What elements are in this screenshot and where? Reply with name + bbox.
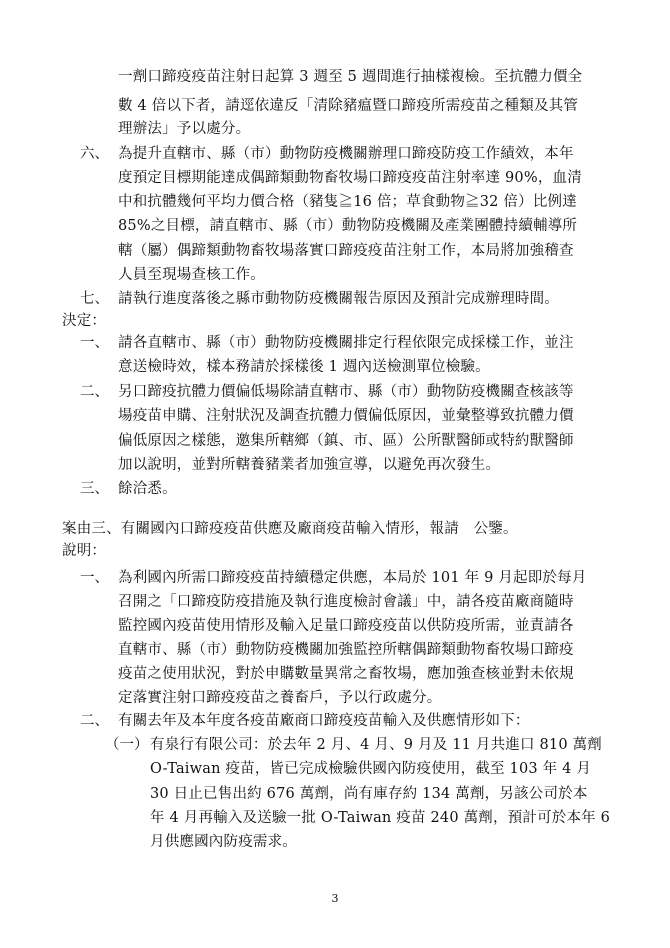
- text-line: 度預定目標期能達成偶蹄類動物畜牧場口蹄疫疫苗注射率達 90%，血清: [118, 170, 582, 186]
- text-line: 加以說明，並對所轄養豬業者加強宣導，以避免再次發生。: [118, 457, 501, 473]
- text-line: 場疫苗申購、注射狀況及調查抗體力價偏低原因，並彙整導致抗體力價: [118, 408, 574, 424]
- text-line: 監控國內疫苗使用情形及輸入足量口蹄疫疫苗以供防疫所需，並責請各: [118, 618, 574, 634]
- item-marker: 七、: [80, 291, 109, 307]
- text-line: 中和抗體幾何平均力價合格（豬隻≧16 倍；草食動物≧32 倍）比例達: [118, 194, 577, 210]
- text-line: 一劑口蹄疫疫苗注射日起算 3 週至 5 週間進行抽樣複檢。至抗體力價全: [118, 69, 583, 85]
- text-line: 請執行進度落後之縣市動物防疫機關報告原因及預計完成辦理時間。: [118, 291, 559, 307]
- text-line: 人員至現場查核工作。: [118, 267, 265, 283]
- item-marker: 三、: [80, 481, 109, 497]
- item-marker: 六、: [80, 146, 109, 162]
- item-marker: 二、: [80, 384, 109, 400]
- text-line: 定落實注射口蹄疫疫苗之養畜戶，予以行政處分。: [118, 690, 442, 706]
- item-marker: 一、: [80, 570, 109, 586]
- text-line: 月供應國內防疫需求。: [150, 834, 297, 850]
- case-title: 案由三、有關國內口蹄疫疫苗供應及廠商疫苗輸入情形，報請 公鑒。: [62, 521, 518, 537]
- page-number: 3: [331, 892, 339, 905]
- text-line: 為提升直轄市、縣（市）動物防疫機關辦理口蹄疫防疫工作績效，本年: [118, 146, 574, 162]
- decision-heading: 決定：: [62, 313, 107, 329]
- item-marker: 二、: [80, 713, 109, 729]
- text-line: 數 4 倍以下者，請逕依違反「清除豬瘟暨口蹄疫所需疫苗之種類及其管: [118, 98, 579, 114]
- text-line: 餘洽悉。: [118, 481, 177, 497]
- text-line: 直轄市、縣（市）動物防疫機關加強監控所轄偶蹄類動物畜牧場口蹄疫: [118, 642, 574, 658]
- text-line: 為利國內所需口蹄疫疫苗持續穩定供應，本局於 101 年 9 月起即於每月: [118, 570, 587, 586]
- item-marker: 一、: [80, 335, 109, 351]
- text-line: 85%之目標，請直轄市、縣（市）動物防疫機關及產業團體持續輔導所: [118, 218, 578, 234]
- text-line: 另口蹄疫抗體力價偏低場除請直轄市、縣（市）動物防疫機關查核該等: [118, 384, 574, 400]
- text-line: 轄（屬）偶蹄類動物畜牧場落實口蹄疫疫苗注射工作，本局將加強稽查: [118, 243, 574, 259]
- text-line: 意送檢時效，樣本務請於採樣後 1 週內送檢測單位檢驗。: [118, 359, 490, 375]
- text-line: 30 日止已售出約 676 萬劑，尚有庫存約 134 萬劑，另該公司於本: [150, 786, 588, 802]
- text-line: 有泉行有限公司：於去年 2 月、4 月、9 月及 11 月共進口 810 萬劑: [150, 737, 602, 753]
- text-line: 疫苗之使用狀況，對於申購數量異常之畜牧場，應加強查核並對未依規: [118, 666, 574, 682]
- text-line: 偏低原因之樣態，邀集所轄鄉（鎮、市、區）公所獸醫師或特約獸醫師: [118, 433, 574, 449]
- text-line: 理辦法」予以處分。: [118, 121, 251, 137]
- text-line: 有關去年及本年度各疫苗廠商口蹄疫疫苗輸入及供應情形如下：: [118, 713, 530, 729]
- explain-heading: 說明：: [62, 543, 107, 559]
- text-line: 年 4 月再輸入及送驗一批 O-Taiwan 疫苗 240 萬劑，預計可於本年 6: [150, 810, 611, 826]
- text-line: O-Taiwan 疫苗，皆已完成檢驗供國內防疫使用，截至 103 年 4 月: [150, 761, 592, 777]
- text-line: 召開之「口蹄疫防疫措施及執行進度檢討會議」中，請各疫苗廠商隨時: [118, 594, 574, 610]
- subitem-marker: （一）: [105, 737, 149, 753]
- text-line: 請各直轄市、縣（市）動物防疫機關排定行程依限完成採樣工作，並注: [118, 335, 574, 351]
